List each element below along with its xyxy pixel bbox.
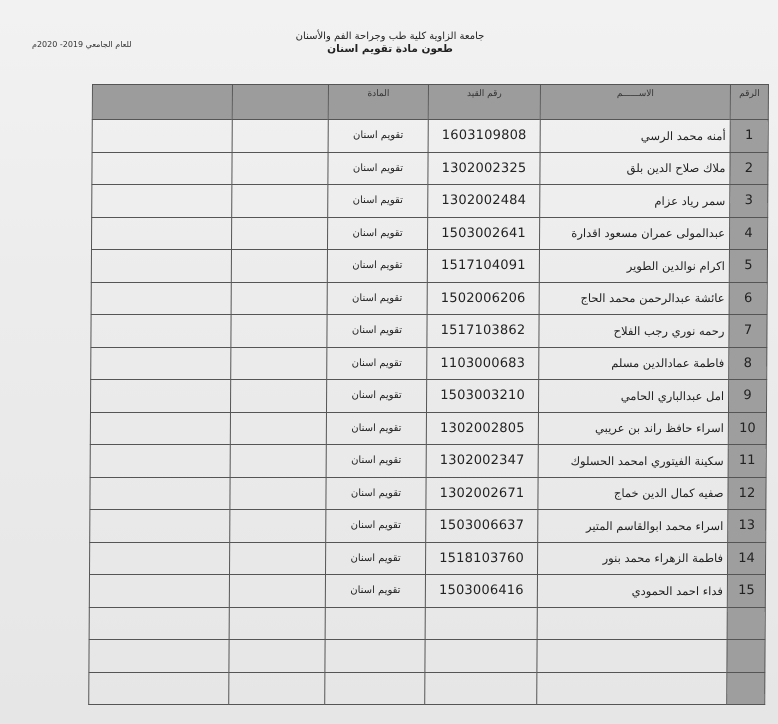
subject-name: تقويم اسنان <box>325 575 425 608</box>
empty-cell <box>230 510 326 543</box>
table-row <box>90 477 766 510</box>
registration-number <box>425 607 537 640</box>
empty-cell <box>91 250 231 283</box>
row-number: 4 <box>729 217 767 250</box>
registration-number: 1503002641 <box>427 217 539 250</box>
row-number: 2 <box>730 152 768 185</box>
empty-cell <box>90 510 230 543</box>
registration-number <box>425 672 537 705</box>
header-num: الرقم <box>730 85 768 120</box>
subject-name: تقويم اسنان <box>326 412 426 445</box>
empty-cell <box>230 542 326 575</box>
table-row <box>89 575 765 608</box>
header-name: الاســــــم <box>540 85 730 120</box>
registration-number: 1503003210 <box>426 380 538 413</box>
empty-cell <box>229 607 325 640</box>
table-row <box>91 315 767 348</box>
empty-cell <box>229 575 325 608</box>
empty-cell <box>91 347 231 380</box>
row-number <box>727 607 765 640</box>
row-number: 9 <box>728 380 766 413</box>
empty-cell <box>90 412 230 445</box>
empty-cell <box>232 120 328 153</box>
header-subject: المادة <box>328 85 428 120</box>
subject-name: تقويم اسنان <box>328 152 428 185</box>
empty-cell <box>89 640 229 673</box>
subject-name: تقويم اسنان <box>327 347 427 380</box>
student-name: عبدالمولى عمران مسعود اقدارة <box>539 217 729 250</box>
empty-cell <box>90 477 230 510</box>
registration-number: 1302002484 <box>428 185 540 218</box>
student-name: فاطمة الزهراء محمد بنور <box>537 542 727 575</box>
empty-cell <box>231 250 327 283</box>
table-header-row <box>92 85 768 120</box>
student-name: ملاك صلاح الدين بلق <box>540 152 730 185</box>
empty-cell <box>231 217 327 250</box>
table-row <box>89 640 765 673</box>
row-number <box>727 640 765 673</box>
empty-cell <box>230 412 326 445</box>
row-number: 13 <box>728 510 766 543</box>
registration-number: 1517104091 <box>427 250 539 283</box>
subject-name: تقويم اسنان <box>325 542 425 575</box>
table-row <box>91 347 767 380</box>
registration-number: 1603109808 <box>428 120 540 153</box>
registration-number: 1517103862 <box>427 315 539 348</box>
table-row <box>92 185 768 218</box>
empty-cell <box>92 152 232 185</box>
empty-cell <box>229 640 325 673</box>
subject-name <box>325 607 425 640</box>
registration-number: 1302002347 <box>426 445 538 478</box>
registration-number: 1518103760 <box>425 542 537 575</box>
registration-number: 1103000683 <box>427 347 539 380</box>
table-row <box>90 380 766 413</box>
subject-name: تقويم اسنان <box>327 315 427 348</box>
subject-name: تقويم اسنان <box>328 185 428 218</box>
subject-name: تقويم اسنان <box>327 217 427 250</box>
student-name: فداء احمد الحمودي <box>537 575 727 608</box>
student-name: صفيه كمال الدين خماج <box>538 477 728 510</box>
student-name <box>537 672 727 705</box>
row-number: 5 <box>729 250 767 283</box>
subject-name: تقويم اسنان <box>326 510 426 543</box>
student-name: اكرام نوالدين الطوير <box>539 250 729 283</box>
table-row <box>90 412 766 445</box>
empty-cell <box>91 282 231 315</box>
table-row <box>91 250 767 283</box>
registration-number: 1302002671 <box>426 477 538 510</box>
row-number: 12 <box>728 477 766 510</box>
university-line: جامعة الزاوية كلية طب وجراحة الفم والأسنان <box>295 31 485 42</box>
row-number <box>727 672 765 705</box>
header-id: رقم القيد <box>428 85 540 120</box>
student-name <box>537 640 727 673</box>
subject-name: تقويم اسنان <box>327 282 427 315</box>
empty-cell <box>231 347 327 380</box>
row-number: 15 <box>727 575 765 608</box>
registration-number: 1502006206 <box>427 282 539 315</box>
registration-number: 1503006637 <box>426 510 538 543</box>
table-row <box>90 510 766 543</box>
empty-cell <box>232 185 328 218</box>
registration-number <box>425 640 537 673</box>
student-name: اسراء حافظ راند بن عريبي <box>538 412 728 445</box>
row-number: 8 <box>729 347 767 380</box>
academic-year-label: للعام الجامعي 2019- 2020م <box>32 40 132 49</box>
subject-name: تقويم اسنان <box>326 445 426 478</box>
student-name: أمنه محمد الرسي <box>540 120 730 153</box>
table-row <box>92 152 768 185</box>
empty-cell <box>90 542 230 575</box>
subject-name <box>325 640 425 673</box>
registration-number: 1302002325 <box>428 152 540 185</box>
student-name: فاطمة عمادالدين مسلم <box>539 347 729 380</box>
document-header <box>250 30 530 56</box>
subject-name: تقويم اسنان <box>327 250 427 283</box>
empty-cell <box>231 315 327 348</box>
row-number: 7 <box>729 315 767 348</box>
table-row <box>92 120 768 153</box>
empty-cell <box>89 607 229 640</box>
empty-cell <box>230 445 326 478</box>
header-empty-2 <box>92 85 232 120</box>
row-number: 11 <box>728 445 766 478</box>
empty-cell <box>89 672 229 705</box>
row-number: 6 <box>729 282 767 315</box>
table-row <box>90 542 766 575</box>
registration-number: 1302002805 <box>426 412 538 445</box>
appeals-table <box>88 84 769 705</box>
subject-name: تقويم اسنان <box>326 380 426 413</box>
student-name: امل عبدالباري الحامي <box>538 380 728 413</box>
table-row <box>89 607 765 640</box>
empty-cell <box>230 380 326 413</box>
row-number: 10 <box>728 412 766 445</box>
empty-cell <box>92 185 232 218</box>
student-name <box>537 607 727 640</box>
registration-number: 1503006416 <box>425 575 537 608</box>
row-number: 14 <box>727 542 765 575</box>
student-name: سمر رياد عزام <box>540 185 730 218</box>
table-row <box>89 672 765 705</box>
empty-cell <box>230 477 326 510</box>
empty-cell <box>232 152 328 185</box>
empty-cell <box>229 672 325 705</box>
student-name: اسراء محمد ابوالقاسم المتير <box>538 510 728 543</box>
table-row <box>91 217 767 250</box>
student-name: عائشة عبدالرحمن محمد الحاج <box>539 282 729 315</box>
table-row <box>90 445 766 478</box>
subject-name <box>325 672 425 705</box>
table-row <box>91 282 767 315</box>
appeals-table-wrapper <box>64 84 768 724</box>
header-empty-1 <box>232 85 328 120</box>
student-name: سكينة الفيتوري امحمد الحسلوك <box>538 445 728 478</box>
empty-cell <box>90 380 230 413</box>
document-subtitle: طعون مادة تقويم اسنان <box>327 43 453 55</box>
empty-cell <box>89 575 229 608</box>
subject-name: تقويم اسنان <box>326 477 426 510</box>
student-name: رحمه نوري رجب الفلاح <box>539 315 729 348</box>
empty-cell <box>91 217 231 250</box>
row-number: 1 <box>730 120 768 153</box>
empty-cell <box>92 120 232 153</box>
empty-cell <box>231 282 327 315</box>
row-number: 3 <box>730 185 768 218</box>
empty-cell <box>90 445 230 478</box>
empty-cell <box>91 315 231 348</box>
subject-name: تقويم اسنان <box>328 120 428 153</box>
